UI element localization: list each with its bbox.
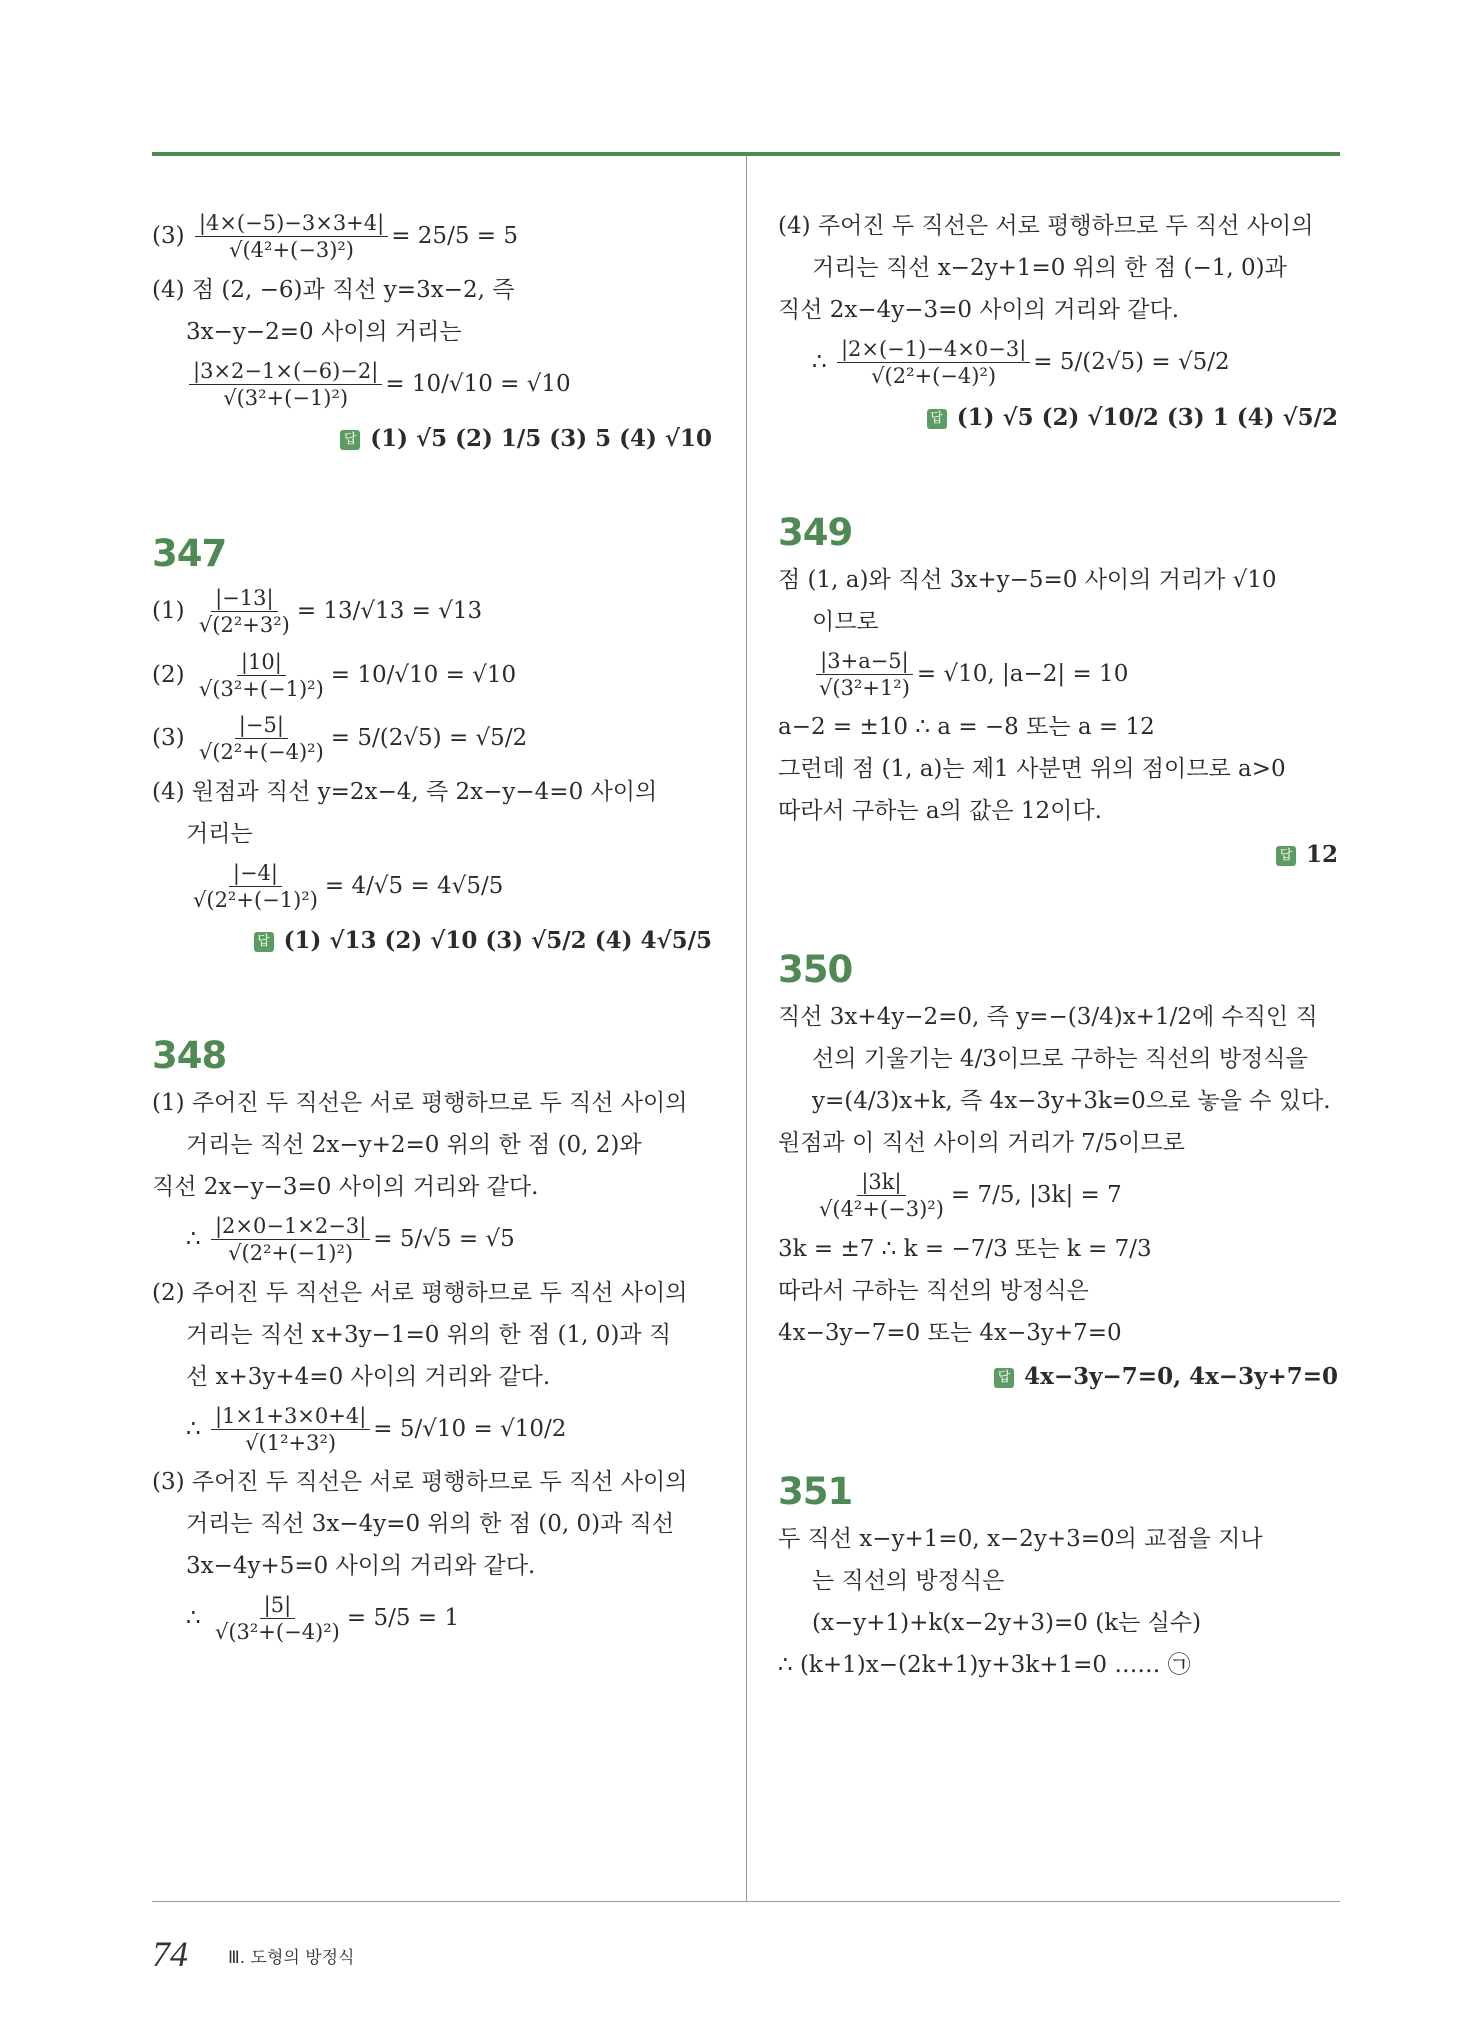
formula-line: ∴ $\frac{|2\times(-1)-4\times 0-3|}{\text{√(2²+(−4)²)}}$ = 5/(2√5) = √5/2: [812, 337, 1230, 389]
chapter-title: Ⅲ. 도형의 방정식: [228, 1948, 355, 1968]
fraction-denominator: √(4²+(−3)²): [229, 238, 354, 263]
fraction-denominator: √(2²+(−1)²): [228, 1241, 354, 1266]
text-line: (4) 점 (2, −6)과 직선 y=3x−2, 즉: [152, 276, 515, 303]
answer-row: 답 4x−3y−7=0, 4x−3y+7=0: [778, 1363, 1338, 1390]
answer-badge-icon: 답: [1276, 846, 1296, 866]
answer-badge-icon: 답: [254, 932, 274, 952]
fraction-denominator: √(3²+(−4)²): [214, 1620, 340, 1645]
fraction-numerator: |−4|: [229, 860, 282, 887]
fraction: [815, 1169, 948, 1223]
left-column: [152, 200, 712, 1656]
fraction: [189, 358, 382, 412]
formula-line: ∴ $\frac{|2\times 0-1\times 2-3|}{\text{√(2²+(−1)²)}}$ = 5/√5 = √5: [186, 1214, 515, 1266]
formula-line: (2) $\frac{|10|}{\text{√(3²+(−1)²)}}$ = 10/√10 = √10: [152, 649, 517, 701]
fraction-denominator: √(3²+(−1)²): [198, 676, 324, 701]
text-line: y=(4/3)x+k, 즉 4x−3y+3k=0으로 놓을 수 있다.: [812, 1088, 1331, 1114]
text-line: a−2 = ±10 ∴ a = −8 또는 a = 12: [778, 714, 1155, 740]
problem-number-351: 351: [778, 1469, 853, 1513]
problem-number-349: 349: [778, 510, 853, 554]
fraction-numerator: |2×(−1)−4×0−3|: [837, 336, 1030, 363]
fraction-denominator: √(2²+(−1)²): [193, 887, 318, 912]
fraction-denominator: √(4²+(−3)²): [819, 1197, 944, 1222]
text-line: 직선 2x−y−3=0 사이의 거리와 같다.: [152, 1174, 539, 1200]
text-line: 따라서 구하는 a의 값은 12이다.: [778, 798, 1102, 824]
problem-number-347: 347: [152, 532, 227, 575]
page-number: 74: [152, 1934, 188, 1974]
text-line: 3x−4y+5=0 사이의 거리와 같다.: [186, 1553, 536, 1579]
column-divider: [746, 156, 747, 1901]
solution-349: [778, 564, 1338, 828]
left-intro: [152, 210, 712, 411]
fraction: [195, 712, 328, 766]
answer-row: 답 12: [778, 841, 1338, 868]
text-line: 4x−3y−7=0 또는 4x−3y+7=0: [778, 1319, 1122, 1346]
text-line: 선의 기울기는 4/3이므로 구하는 직선의 방정식을: [812, 1046, 1308, 1072]
text-line: 는 직선의 방정식은: [812, 1567, 1005, 1594]
answer-row: 답 (1) √13 (2) √10 (3) √5/2 (4) 4√5/5: [152, 927, 712, 954]
fraction-numerator: |3+a−5|: [816, 648, 913, 675]
fraction-numerator: |−5|: [235, 712, 288, 739]
text-line: 점 (1, a)와 직선 3x+y−5=0 사이의 거리가 √10: [778, 566, 1277, 593]
problem-number-350: 350: [778, 948, 853, 991]
fraction-denominator: √(3²+1²): [819, 675, 910, 700]
text-line: 두 직선 x−y+1=0, x−2y+3=0의 교점을 지나: [778, 1525, 1263, 1552]
fraction-numerator: |3k|: [857, 1169, 905, 1196]
fraction-numerator: |1×1+3×0+4|: [211, 1403, 370, 1430]
text-line: 거리는 직선 3x−4y=0 위의 한 점 (0, 0)과 직선: [186, 1511, 675, 1537]
solution-347: [152, 585, 712, 913]
right-column: [778, 200, 1338, 1691]
text-line: 직선 3x+4y−2=0, 즉 y=−(3/4)x+1/2에 수직인 직: [778, 1004, 1318, 1030]
answer-row: 답 (1) √5 (2) 1/5 (3) 5 (4) √10: [152, 425, 712, 452]
text-line: (3) 주어진 두 직선은 서로 평행하므로 두 직선 사이의: [152, 1469, 688, 1495]
problem-number-348: 348: [152, 1034, 227, 1077]
solution-348: [152, 1087, 712, 1646]
text-line: 거리는 직선 x+3y−1=0 위의 한 점 (1, 0)과 직: [186, 1321, 672, 1348]
formula-line: (3) $\frac{|-5|}{\text{√(2²+(−4)²)}}$ = 5/(2√5) = √5/2: [152, 713, 528, 765]
fraction-numerator: |10|: [237, 649, 286, 676]
fraction-denominator: √(2²+(−4)²): [198, 740, 324, 765]
fraction-numerator: |−13|: [211, 585, 277, 612]
fraction-numerator: |2×0−1×2−3|: [211, 1213, 370, 1240]
text-line: (2) 주어진 두 직선은 서로 평행하므로 두 직선 사이의: [152, 1279, 688, 1306]
fraction: [189, 860, 322, 914]
answer-badge-icon: 답: [994, 1368, 1014, 1388]
fraction: [211, 1213, 370, 1267]
formula-line: (1) $\frac{|-13|}{\text{√(2²+3²)}}$ = 13/√13 = √13: [152, 586, 483, 638]
text-line: (4) 주어진 두 직선은 서로 평행하므로 두 직선 사이의: [778, 213, 1314, 239]
fraction: [195, 210, 388, 264]
text-line: 직선 2x−4y−3=0 사이의 거리와 같다.: [778, 297, 1180, 323]
bottom-rule: [152, 1901, 1340, 1902]
fraction: [211, 1403, 370, 1457]
solution-351: [778, 1523, 1338, 1681]
text-line: (x−y+1)+k(x−2y+3)=0 (k는 실수): [812, 1609, 1202, 1636]
formula-line: $\frac{|-4|}{\text{√(2²+(−1)²)}}$ = 4/√5 = 4√5/5: [152, 860, 712, 914]
fraction: [211, 1592, 344, 1646]
text-line: ∴ (k+1)x−(2k+1)y+3k+1=0 …… ㉠: [778, 1651, 1191, 1678]
text-line: (4) 원점과 직선 y=2x−4, 즉 2x−y−4=0 사이의: [152, 778, 658, 805]
fraction: [195, 585, 294, 639]
formula-line: ∴ $\frac{|5|}{\text{√(3²+(−4)²)}}$ = 5/5 = 1: [186, 1593, 459, 1645]
fraction: [815, 648, 914, 702]
fraction-denominator: √(2²+(−4)²): [871, 364, 997, 389]
answer-badge-icon: 답: [927, 409, 947, 429]
answer-row: 답 (1) √5 (2) √10/2 (3) 1 (4) √5/2: [778, 404, 1338, 431]
text-line: 원점과 이 직선 사이의 거리가 7/5이므로: [778, 1130, 1185, 1156]
text-line: 이므로: [812, 608, 879, 635]
fraction-numerator: |4×(−5)−3×3+4|: [195, 210, 388, 237]
text-line: (1) 주어진 두 직선은 서로 평행하므로 두 직선 사이의: [152, 1090, 688, 1116]
right-intro: [778, 210, 1338, 390]
fraction-denominator: √(1²+3²): [245, 1430, 337, 1455]
fraction: [195, 649, 328, 703]
text-line: 그런데 점 (1, a)는 제1 사분면 위의 점이므로 a>0: [778, 756, 1286, 782]
text-line: 거리는 직선 2x−y+2=0 위의 한 점 (0, 2)와: [186, 1132, 642, 1158]
text-line: 선 x+3y+4=0 사이의 거리와 같다.: [186, 1363, 551, 1390]
formula-line: $\frac{|3+a-5|}{\text{√(3²+1²)}}$ = √10, |a−2| = 10: [778, 648, 1338, 702]
answer-badge-icon: 답: [340, 430, 360, 450]
formula-line: ∴ $\frac{|1\times 1+3\times 0+4|}{\text{√(1²+3²)}}$ = 5/√10 = √10/2: [186, 1403, 567, 1455]
text-line: 따라서 구하는 직선의 방정식은: [778, 1277, 1089, 1304]
fraction-numerator: |5|: [260, 1592, 296, 1619]
formula-line: (3) $\frac{|4\times(-5)-3\times 3+4|}{\text{√(4²+(−3)²)}}$ = 25/5 = 5: [152, 211, 518, 263]
text-line: 거리는: [186, 820, 253, 847]
text-line: 3x−y−2=0 사이의 거리는: [186, 318, 462, 345]
solution-350: [778, 1001, 1338, 1349]
formula-line: $\frac{|3k|}{\text{√(4²+(−3)²)}}$ = 7/5, |3k| = 7: [778, 1169, 1338, 1223]
text-line: 3k = ±7 ∴ k = −7/3 또는 k = 7/3: [778, 1235, 1152, 1262]
formula-line: $\frac{|3\times 2-1\times(-6)-2|}{\text{√(3²+(−1)²)}}$ = 10/√10 = √10: [152, 358, 712, 412]
fraction-denominator: √(2²+3²): [198, 613, 290, 638]
text-line: 거리는 직선 x−2y+1=0 위의 한 점 (−1, 0)과: [812, 255, 1287, 281]
fraction-numerator: |3×2−1×(−6)−2|: [189, 358, 382, 385]
fraction: [837, 336, 1030, 390]
fraction-denominator: √(3²+(−1)²): [223, 385, 349, 410]
